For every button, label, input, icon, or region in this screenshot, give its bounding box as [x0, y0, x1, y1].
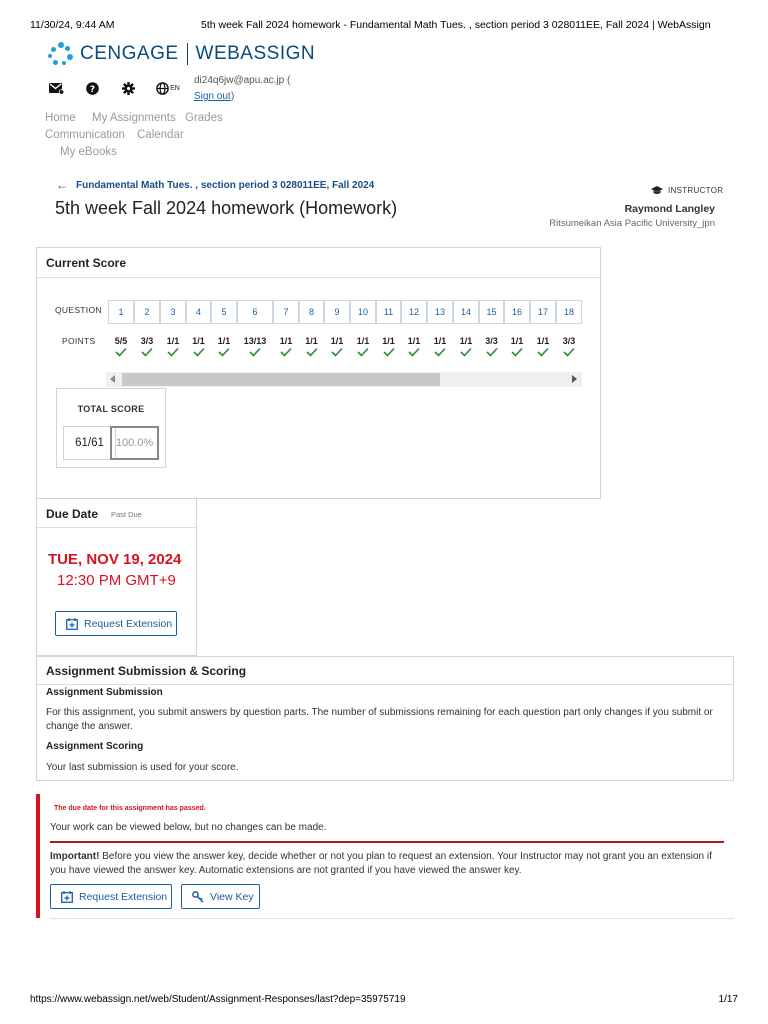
assignment-submission-text: For this assignment, you submit answers by question parts. The number of submissions remaining for each question part only changes if you submit or change the answer. — [46, 707, 713, 732]
question-points-18: 3/3 — [562, 336, 576, 346]
submission-scoring-heading: Assignment Submission & Scoring — [46, 664, 247, 678]
assignment-scoring-text: Your last submission is used for your score. — [46, 762, 239, 773]
question-points-7: 1/1 — [279, 336, 293, 346]
notice-request-extension-label: Request Extension — [79, 890, 168, 903]
correct-check-icon — [511, 347, 523, 357]
help-icon[interactable] — [82, 78, 102, 98]
print-window-title: 5th week Fall 2024 homework - Fundamental Math Tues. , section period 3 028011EE, Fall 2024 | WebAssign — [201, 19, 711, 31]
question-points-15: 3/3 — [485, 336, 498, 346]
notice-bottom-rule — [50, 918, 734, 919]
question-link-6[interactable]: 6 — [237, 300, 273, 324]
page-title: 5th week Fall 2024 homework (Homework) — [55, 198, 398, 218]
question-points-11: 1/1 — [382, 336, 395, 346]
question-points-9: 1/1 — [330, 336, 344, 346]
correct-check-icon — [383, 347, 395, 357]
nav-home[interactable]: Home — [45, 112, 76, 124]
question-link-16[interactable]: 16 — [504, 300, 530, 324]
correct-check-icon — [249, 347, 261, 357]
view-key-label: View Key — [210, 890, 254, 903]
scroll-right-arrow-icon[interactable] — [572, 375, 577, 383]
scroll-thumb[interactable] — [122, 373, 440, 386]
correct-check-icon — [486, 347, 498, 357]
sign-out-link[interactable]: Sign out — [194, 91, 231, 102]
question-points-17: 1/1 — [536, 336, 550, 346]
question-points-10: 1/1 — [356, 336, 370, 346]
important-label: Important! — [50, 851, 100, 862]
request-extension-button[interactable] — [55, 611, 177, 636]
question-link-2[interactable]: 2 — [134, 300, 160, 324]
correct-check-icon — [306, 347, 318, 357]
question-link-10[interactable]: 10 — [350, 300, 376, 324]
brand-cengage: CENGAGE — [80, 43, 179, 64]
instructor-name: Raymond Langley — [624, 203, 715, 215]
instructor-role — [651, 186, 723, 195]
view-only-message: Your work can be viewed below, but no changes can be made. — [50, 822, 327, 833]
question-link-17[interactable]: 17 — [530, 300, 556, 324]
correct-check-icon — [434, 347, 446, 357]
due-passed-message: The due date for this assignment has passed. — [54, 805, 206, 812]
important-message — [50, 850, 726, 878]
question-points-5: 1/1 — [217, 336, 231, 346]
nav-communication[interactable]: Communication — [45, 129, 125, 141]
cengage-webassign-logo[interactable] — [48, 40, 315, 68]
question-link-1[interactable]: 1 — [108, 300, 134, 324]
question-points-2: 3/3 — [140, 336, 154, 346]
nav-calendar[interactable]: Calendar — [137, 129, 184, 141]
total-score-label: TOTAL SCORE — [77, 404, 145, 414]
question-link-7[interactable]: 7 — [273, 300, 299, 324]
instructor-org: Ritsumeikan Asia Pacific University_jpn — [549, 218, 715, 229]
correct-check-icon — [537, 347, 549, 357]
user-toolbar — [46, 78, 198, 98]
instructor-role-label: INSTRUCTOR — [668, 186, 724, 195]
question-link-12[interactable]: 12 — [401, 300, 427, 324]
total-score-percent: 100.0% — [110, 426, 159, 460]
graduation-cap-icon — [651, 186, 663, 195]
print-page-number: 1/17 — [718, 994, 738, 1005]
language-code: EN — [170, 84, 180, 92]
correct-check-icon — [115, 347, 127, 357]
cengage-logo-icon — [48, 42, 74, 66]
total-score-box — [56, 388, 166, 468]
question-points-13: 1/1 — [433, 336, 447, 346]
assignment-submission-label: Assignment Submission — [46, 687, 163, 698]
question-points-6: 13/13 — [243, 336, 267, 346]
question-points-16: 1/1 — [510, 336, 524, 346]
correct-check-icon — [193, 347, 205, 357]
question-link-14[interactable]: 14 — [453, 300, 479, 324]
points-row-label: POINTS — [62, 336, 96, 346]
question-points-8: 1/1 — [305, 336, 318, 346]
past-due-badge: Past Due — [111, 510, 142, 519]
due-date-value: TUE, NOV 19, 2024 — [48, 551, 182, 568]
calendar-plus-icon — [66, 618, 78, 630]
score-horizontal-scrollbar[interactable] — [106, 372, 582, 387]
correct-check-icon — [408, 347, 420, 357]
breadcrumb[interactable] — [56, 178, 374, 192]
question-points-4: 1/1 — [192, 336, 205, 346]
key-icon — [192, 891, 204, 903]
question-points-1: 5/5 — [114, 336, 128, 346]
due-time-value: 12:30 PM GMT+9 — [57, 572, 176, 589]
back-arrow-icon: ← — [56, 178, 68, 192]
request-extension-label: Request Extension — [84, 617, 173, 630]
question-link-9[interactable]: 9 — [324, 300, 350, 324]
settings-gear-icon[interactable] — [118, 78, 138, 98]
important-text: Before you view the answer key, decide whether or not you plan to request an extension. Your Instructor may not grant you an extension if you have viewed the answer key. Automatic extensions are not granted if you have viewed the answer key. — [50, 851, 712, 876]
question-points-3: 1/1 — [166, 336, 180, 346]
language-globe-icon[interactable] — [154, 78, 182, 98]
print-datetime: 11/30/24, 9:44 AM — [30, 19, 115, 31]
messages-icon[interactable] — [46, 78, 66, 98]
question-link-18[interactable]: 18 — [556, 300, 582, 324]
question-points-14: 1/1 — [459, 336, 473, 346]
question-points-12: 1/1 — [407, 336, 421, 346]
due-panel-divider — [37, 527, 196, 528]
brand-divider — [187, 43, 188, 65]
question-link-4[interactable]: 4 — [186, 300, 211, 324]
question-link-13[interactable]: 13 — [427, 300, 453, 324]
nav-grades[interactable]: Grades — [185, 112, 223, 124]
brand-webassign: WEBASSIGN — [195, 43, 316, 64]
view-key-button[interactable] — [181, 884, 260, 909]
print-url: https://www.webassign.net/web/Student/Assignment-Responses/last?dep=35975719 — [30, 994, 406, 1005]
sign-out-paren: ) — [231, 91, 235, 102]
current-score-heading: Current Score — [46, 256, 127, 270]
correct-check-icon — [331, 347, 343, 357]
breadcrumb-class-link[interactable]: Fundamental Math Tues. , section period 3 028011EE, Fall 2024 — [76, 179, 375, 191]
correct-check-icon — [280, 347, 292, 357]
user-email: di24q6jw@apu.ac.jp ( — [194, 75, 291, 86]
correct-check-icon — [141, 347, 153, 357]
correct-check-icon — [563, 347, 575, 357]
svg-text:?: ? — [89, 84, 95, 95]
question-link-8[interactable]: 8 — [299, 300, 324, 324]
scroll-left-arrow-icon[interactable] — [110, 375, 115, 383]
question-link-15[interactable]: 15 — [479, 300, 504, 324]
question-row-label: QUESTION — [55, 305, 102, 315]
question-link-3[interactable]: 3 — [160, 300, 186, 324]
correct-check-icon — [218, 347, 230, 357]
assignment-scoring-label: Assignment Scoring — [46, 741, 144, 752]
notice-divider — [50, 841, 724, 843]
correct-check-icon — [460, 347, 472, 357]
correct-check-icon — [167, 347, 179, 357]
nav-my-ebooks[interactable]: My eBooks — [60, 146, 117, 158]
nav-my-assignments[interactable]: My Assignments — [92, 112, 176, 124]
notice-request-extension-button[interactable] — [50, 884, 172, 909]
total-score-points: 61/61 — [63, 426, 116, 460]
score-panel-divider — [37, 277, 600, 278]
due-date-heading: Due Date — [46, 507, 99, 521]
question-link-5[interactable]: 5 — [211, 300, 237, 324]
submission-panel-divider — [37, 684, 733, 685]
calendar-plus-icon — [61, 891, 73, 903]
question-link-11[interactable]: 11 — [376, 300, 401, 324]
correct-check-icon — [357, 347, 369, 357]
